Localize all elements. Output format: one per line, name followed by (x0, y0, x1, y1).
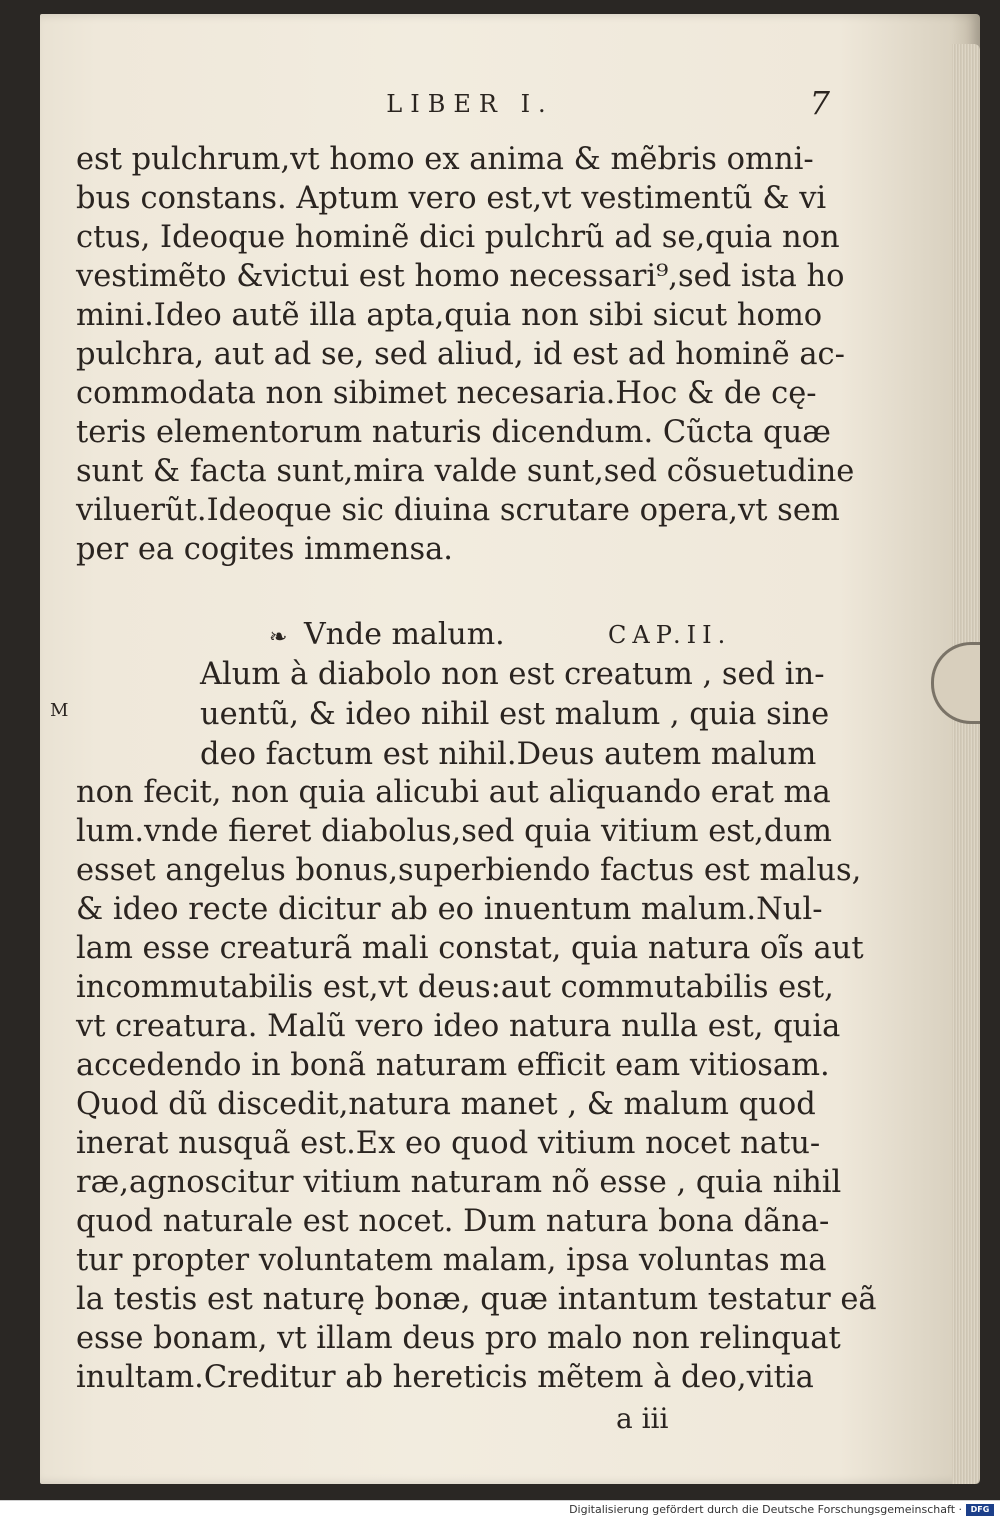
text-line: sunt & facta sunt,mira valde sunt,sed cõsuetudine (76, 454, 855, 489)
footer-bar (0, 1500, 1000, 1519)
text-block-body (76, 773, 877, 1397)
text-line: est pulchrum,vt homo ex anima & mẽbris omni- (76, 142, 814, 177)
page-edge (952, 44, 980, 1484)
text-line: quod naturale est nocet. Dum natura bona dãna- (76, 1204, 830, 1239)
book-clasp (931, 642, 980, 724)
page-number: 7 (809, 84, 830, 122)
fleuron-icon: ❧ (269, 625, 288, 650)
text-line: uentũ, & ideo nihil est malum , quia sine (200, 697, 830, 732)
footer-credit: Digitalisierung gefördert durch die Deutsche Forschungsgemeinschaft · (569, 1503, 962, 1516)
text-line: ctus, Ideoque hominẽ dici pulchrũ ad se,quia non (76, 220, 840, 255)
text-line: ræ,agnoscitur vitium naturam nõ esse , quia nihil (76, 1165, 842, 1200)
text-line: la testis est naturę bonæ, quæ intantum testatur eã (76, 1282, 877, 1317)
text-line: teris elementorum naturis dicendum. Cũcta quæ (76, 415, 831, 450)
text-line: lum.vnde fieret diabolus,sed quia vitium est,dum (76, 814, 832, 849)
text-line: inultam.Creditur ab hereticis mẽtem à deo,vitia (76, 1360, 814, 1395)
text-line: commodata non sibimet necesaria.Hoc & de cę- (76, 376, 817, 411)
initial-letter-guide: M (50, 700, 69, 721)
text-line: non fecit, non quia alicubi aut aliquando erat ma (76, 775, 831, 810)
text-line: esse bonam, vt illam deus pro malo non relinquat (76, 1321, 841, 1356)
drop-cap-text (200, 655, 830, 775)
text-line: incommutabilis est,vt deus:aut commutabilis est, (76, 970, 834, 1005)
chapter-title: Vnde malum. (304, 617, 505, 652)
running-head: LIBER I. (386, 90, 554, 118)
text-line: Quod dũ discedit,natura manet , & malum quod (76, 1087, 816, 1122)
text-line: lam esse creaturã mali constat, quia natura oĩs aut (76, 931, 864, 966)
text-line: pulchra, aut ad se, sed aliud, id est ad hominẽ ac- (76, 337, 845, 372)
text-line: esset angelus bonus,superbiendo factus est malus, (76, 853, 862, 888)
text-line: mini.Ideo autẽ illa apta,quia non sibi sicut homo (76, 298, 823, 333)
text-line: inerat nusquã est.Ex eo quod vitium nocet natu- (76, 1126, 821, 1161)
text-line: accedendo in bonã naturam efficit eam vitiosam. (76, 1048, 830, 1083)
signature-mark: a iii (616, 1402, 669, 1435)
text-line: vestimẽto &victui est homo necessari⁹,sed ista ho (76, 259, 845, 294)
text-block-top (76, 140, 855, 569)
chapter-number: CAP.II. (608, 621, 732, 649)
text-line: viluerũt.Ideoque sic diuina scrutare opera,vt sem (76, 493, 840, 528)
text-line: vt creatura. Malũ vero ideo natura nulla est, quia (76, 1009, 841, 1044)
text-line: bus constans. Aptum vero est,vt vestimentũ & vi (76, 181, 827, 216)
text-line: Alum à diabolo non est creatum , sed in- (200, 657, 825, 692)
dfg-logo[interactable]: DFG (966, 1504, 994, 1516)
page-header (100, 84, 840, 128)
text-line: deo factum est nihil.Deus autem malum (200, 737, 817, 772)
chapter-heading (76, 615, 816, 655)
text-line: tur propter voluntatem malam, ipsa voluntas ma (76, 1243, 827, 1278)
text-line: & ideo recte dicitur ab eo inuentum malum.Nul- (76, 892, 823, 927)
text-line: per ea cogites immensa. (76, 532, 453, 567)
